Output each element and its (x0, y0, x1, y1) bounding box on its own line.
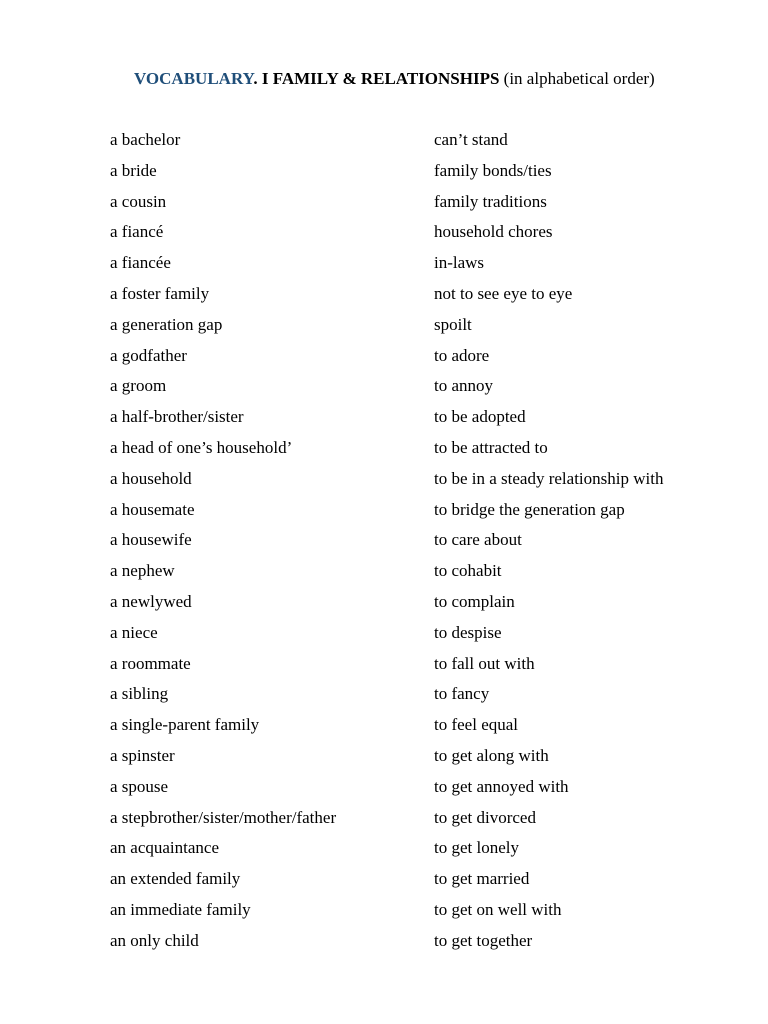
vocabulary-item: a godfather (110, 345, 187, 365)
vocabulary-list-right (434, 128, 754, 960)
vocabulary-item: a foster family (110, 283, 210, 303)
vocabulary-item: a head of one’s household’ (110, 437, 293, 457)
vocabulary-item: a bachelor (110, 130, 181, 149)
vocabulary-item: an immediate family (110, 899, 251, 919)
vocabulary-item: a roommate (110, 653, 191, 673)
vocabulary-item: to be adopted (434, 407, 526, 427)
heading-accent: VOCABULARY (134, 69, 254, 88)
vocabulary-item: to get divorced (434, 807, 536, 827)
vocabulary-item: a fiancée (110, 253, 171, 273)
vocabulary-item: a household (110, 468, 192, 488)
vocabulary-item: a housewife (110, 530, 192, 550)
vocabulary-item: to feel equal (434, 715, 519, 735)
vocabulary-item: an extended family (110, 869, 241, 889)
vocabulary-item: not to see eye to eye (434, 283, 573, 303)
vocabulary-item: to fall out with (434, 653, 535, 673)
vocabulary-item: a cousin (110, 191, 167, 211)
vocabulary-item: to get annoyed with (434, 776, 569, 796)
vocabulary-item: a half-brother/sister (110, 407, 244, 427)
vocabulary-item: a sibling (110, 684, 169, 704)
vocabulary-item: can’t stand (434, 130, 508, 149)
vocabulary-item: to bridge the generation gap (434, 499, 625, 519)
vocabulary-item: a bride (110, 160, 157, 180)
vocabulary-item: a newlywed (110, 591, 192, 611)
vocabulary-item: a nephew (110, 561, 175, 581)
vocabulary-item: to get on well with (434, 899, 562, 919)
vocabulary-item: to adore (434, 345, 490, 365)
vocabulary-item: a groom (110, 376, 167, 396)
vocabulary-item: to be in a steady relationship with (434, 468, 664, 488)
vocabulary-item: to get married (434, 869, 530, 889)
vocabulary-item: to get lonely (434, 838, 519, 858)
page-heading (134, 68, 655, 90)
vocabulary-item: a stepbrother/sister/mother/father (110, 807, 337, 827)
vocabulary-item: to get together (434, 930, 533, 950)
vocabulary-item: to be attracted to (434, 437, 548, 457)
vocabulary-item: spoilt (434, 314, 472, 334)
vocabulary-item: to despise (434, 622, 502, 642)
vocabulary-item: to cohabit (434, 561, 502, 581)
vocabulary-item: to annoy (434, 376, 494, 396)
vocabulary-item: an acquaintance (110, 838, 220, 858)
vocabulary-item: to fancy (434, 684, 490, 704)
vocabulary-item: household chores (434, 222, 553, 242)
vocabulary-item: to get along with (434, 745, 549, 765)
vocabulary-item: family bonds/ties (434, 160, 552, 180)
vocabulary-item: a niece (110, 622, 158, 642)
vocabulary-item: an only child (110, 930, 199, 950)
vocabulary-item: a fiancé (110, 222, 164, 242)
vocabulary-item: a spouse (110, 776, 169, 796)
vocabulary-item: a generation gap (110, 314, 223, 334)
vocabulary-list-left (110, 128, 420, 960)
vocabulary-item: to complain (434, 591, 515, 611)
heading-title: I FAMILY & RELATIONSHIPS (257, 69, 500, 88)
heading-note: (in alphabetical order) (499, 69, 655, 88)
vocabulary-item: a spinster (110, 745, 175, 765)
vocabulary-item: a single-parent family (110, 715, 260, 735)
vocabulary-item: to care about (434, 530, 522, 550)
vocabulary-item: a housemate (110, 499, 195, 519)
vocabulary-item: family traditions (434, 191, 547, 211)
heading-dot: . (253, 69, 258, 88)
vocabulary-item: in-laws (434, 253, 485, 273)
